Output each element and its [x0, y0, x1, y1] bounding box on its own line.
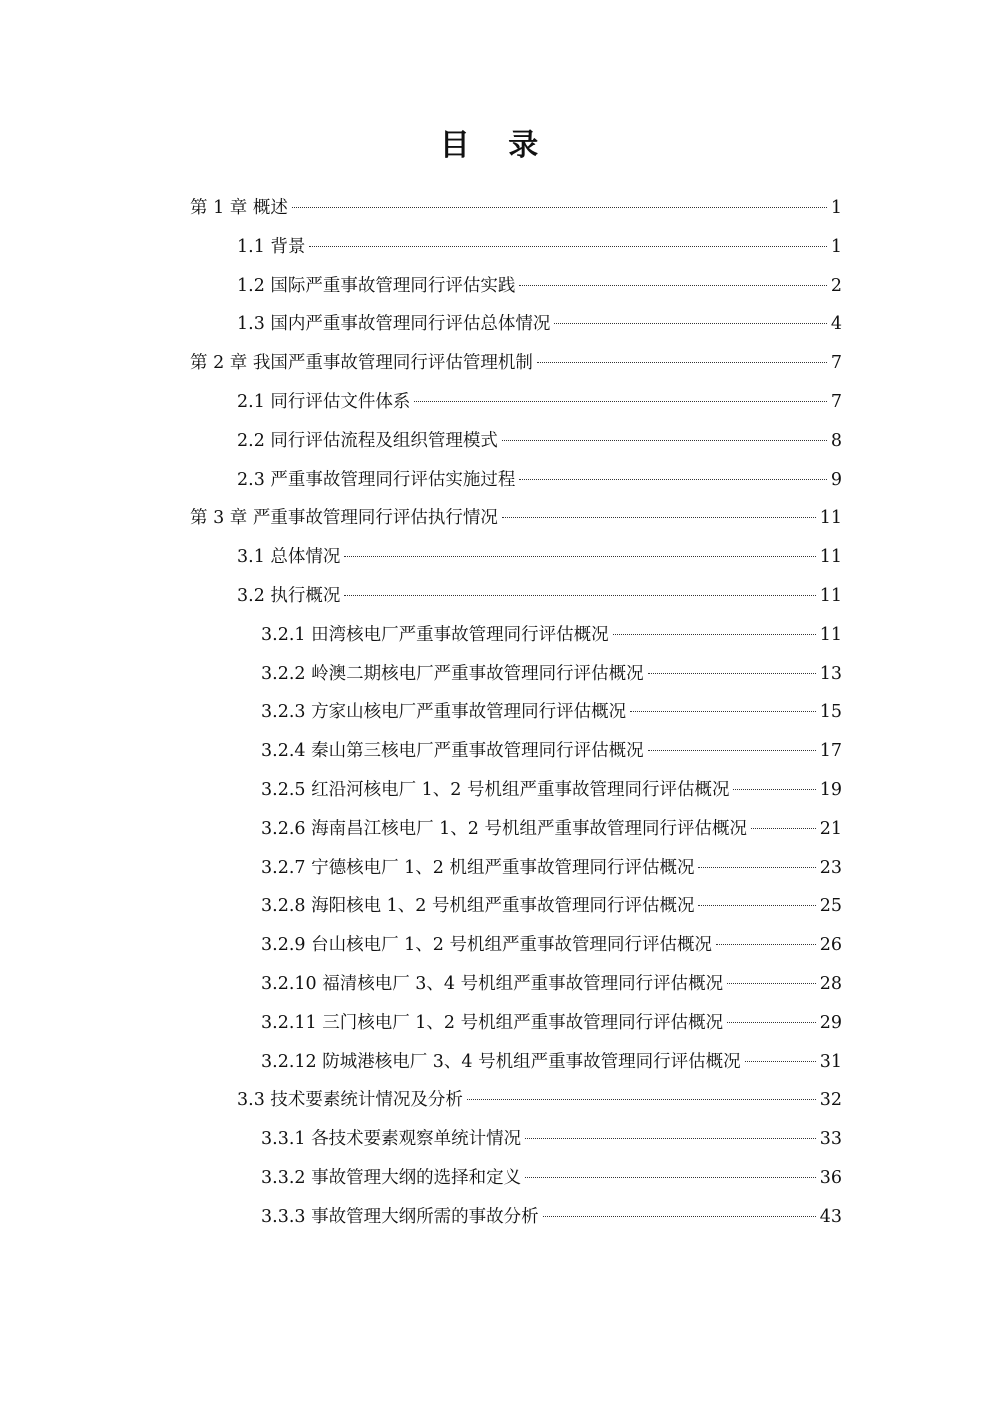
- toc-entry[interactable]: [261, 620, 842, 650]
- toc-entry-label: 3.2.1 田湾核电厂严重事故管理同行评估概况: [261, 624, 609, 645]
- toc-entry-page-number: 43: [819, 1206, 842, 1227]
- toc-entry-label: 第 3 章 严重事故管理同行评估执行情况: [190, 508, 498, 529]
- toc-entry-page-number: 1: [830, 236, 842, 257]
- toc-entry-page-number: 7: [830, 353, 842, 374]
- toc-entry-label: 3.3.1 各技术要素观察单统计情况: [261, 1129, 522, 1150]
- toc-entry[interactable]: [237, 387, 842, 417]
- toc-entry-page-number: 15: [819, 702, 842, 723]
- toc-entry-page-number: 17: [819, 741, 842, 762]
- toc-dot-leader: [716, 944, 816, 945]
- toc-entry[interactable]: [237, 1085, 842, 1115]
- toc-entry-label: 3.2.10 福清核电厂 3、4 号机组严重事故管理同行评估概况: [261, 974, 724, 994]
- toc-entry-page-number: 33: [819, 1129, 842, 1150]
- toc-dot-leader: [648, 750, 816, 751]
- toc-entry[interactable]: [261, 1008, 842, 1038]
- toc-entry-label: 3.2.11 三门核电厂 1、2 号机组严重事故管理同行评估概况: [261, 1012, 724, 1033]
- toc-dot-leader: [543, 1216, 816, 1217]
- toc-entry-label: 第 1 章 概述: [190, 198, 288, 218]
- toc-entry[interactable]: [261, 659, 842, 689]
- toc-entry-page-number: 11: [819, 624, 842, 645]
- toc-entry-page-number: 11: [819, 547, 842, 568]
- toc-dot-leader: [727, 1022, 816, 1023]
- toc-entry[interactable]: [190, 193, 842, 223]
- toc-entry[interactable]: [261, 1163, 842, 1193]
- toc-entry-page-number: 21: [819, 818, 842, 839]
- toc-entry-label: 3.3.3 事故管理大纲所需的事故分析: [261, 1206, 539, 1227]
- toc-dot-leader: [414, 401, 826, 402]
- toc-dot-leader: [525, 1138, 816, 1139]
- toc-dot-leader: [727, 983, 816, 984]
- toc-entry-label: 3.2.8 海阳核电 1、2 号机组严重事故管理同行评估概况: [261, 896, 695, 917]
- toc-dot-leader: [344, 595, 815, 596]
- toc-entry-page-number: 4: [830, 314, 842, 335]
- toc-entry-label: 3.2.3 方家山核电厂严重事故管理同行评估概况: [261, 702, 627, 723]
- toc-dot-leader: [648, 673, 816, 674]
- toc-entry-page-number: 28: [819, 974, 842, 994]
- toc-dot-leader: [698, 867, 815, 868]
- toc-entry-page-number: 2: [830, 275, 842, 296]
- toc-dot-leader: [525, 1177, 816, 1178]
- toc-entry-label: 2.1 同行评估文件体系: [237, 392, 411, 412]
- toc-entry-label: 3.2.7 宁德核电厂 1、2 机组严重事故管理同行评估概况: [261, 857, 695, 878]
- toc-dot-leader: [502, 517, 816, 518]
- toc-entry-page-number: 11: [819, 508, 842, 529]
- toc-entry[interactable]: [190, 348, 842, 378]
- toc-entry[interactable]: [261, 775, 842, 805]
- toc-entry-label: 1.2 国际严重事故管理同行评估实践: [237, 275, 516, 296]
- toc-entry[interactable]: [237, 232, 842, 262]
- toc-entry-page-number: 7: [830, 392, 842, 412]
- toc-dot-leader: [554, 323, 826, 324]
- toc-dot-leader: [467, 1099, 816, 1100]
- toc-entry-label: 3.2 执行概况: [237, 586, 341, 606]
- toc-entry-label: 3.2.5 红沿河核电厂 1、2 号机组严重事故管理同行评估概况: [261, 780, 730, 800]
- toc-entry[interactable]: [237, 271, 842, 301]
- toc-entry[interactable]: [237, 542, 842, 572]
- toc-entry-label: 3.1 总体情况: [237, 547, 341, 568]
- toc-entry-label: 3.2.9 台山核电厂 1、2 号机组严重事故管理同行评估概况: [261, 935, 712, 956]
- toc-entry-page-number: 13: [819, 663, 842, 684]
- toc-entry-page-number: 36: [819, 1168, 842, 1188]
- toc-entry[interactable]: [190, 503, 842, 533]
- toc-dot-leader: [751, 828, 816, 829]
- toc-entry[interactable]: [261, 1124, 842, 1154]
- toc-entry[interactable]: [261, 891, 842, 921]
- toc-entry-label: 3.3 技术要素统计情况及分析: [237, 1090, 463, 1111]
- toc-dot-leader: [519, 285, 826, 286]
- toc-entry[interactable]: [261, 1202, 842, 1232]
- toc-entry-page-number: 31: [819, 1051, 842, 1072]
- toc-entry-page-number: 29: [819, 1012, 842, 1033]
- toc-entry-label: 3.2.4 秦山第三核电厂严重事故管理同行评估概况: [261, 741, 644, 762]
- toc-dot-leader: [630, 711, 816, 712]
- toc-dot-leader: [292, 207, 827, 208]
- toc-entry-page-number: 19: [819, 780, 842, 800]
- toc-entry-page-number: 9: [830, 469, 842, 490]
- toc-entry[interactable]: [261, 969, 842, 999]
- toc-dot-leader: [309, 246, 826, 247]
- toc-entry-label: 3.3.2 事故管理大纲的选择和定义: [261, 1168, 522, 1188]
- toc-entry[interactable]: [237, 309, 842, 339]
- toc-entry[interactable]: [237, 581, 842, 611]
- toc-dot-leader: [698, 905, 815, 906]
- toc-entry-page-number: 32: [819, 1090, 842, 1111]
- toc-entry-label: 3.2.12 防城港核电厂 3、4 号机组严重事故管理同行评估概况: [261, 1051, 741, 1072]
- toc-entry-label: 1.3 国内严重事故管理同行评估总体情况: [237, 314, 551, 335]
- toc-dot-leader: [519, 479, 826, 480]
- toc-entry-label: 2.3 严重事故管理同行评估实施过程: [237, 469, 516, 490]
- toc-dot-leader: [502, 440, 827, 441]
- page-title: 目 录: [439, 128, 553, 163]
- toc-entry-label: 第 2 章 我国严重事故管理同行评估管理机制: [190, 353, 533, 374]
- toc-entry[interactable]: [237, 426, 842, 456]
- toc-entry[interactable]: [261, 930, 842, 960]
- toc-entry[interactable]: [237, 465, 842, 495]
- toc-entry-label: 1.1 背景: [237, 236, 306, 257]
- toc-dot-leader: [733, 789, 815, 790]
- toc-dot-leader: [745, 1061, 816, 1062]
- toc-dot-leader: [613, 634, 816, 635]
- toc-entry-page-number: 26: [819, 935, 842, 956]
- toc-entry-label: 2.2 同行评估流程及组织管理模式: [237, 430, 498, 451]
- toc-entry-page-number: 11: [819, 586, 842, 606]
- toc-entry-page-number: 25: [819, 896, 842, 917]
- toc-entry[interactable]: [261, 697, 842, 727]
- toc-entry-label: 3.2.6 海南昌江核电厂 1、2 号机组严重事故管理同行评估概况: [261, 818, 747, 839]
- toc-entry-page-number: 8: [830, 430, 842, 451]
- toc-entry-page-number: 1: [830, 198, 842, 218]
- toc-entry-page-number: 23: [819, 857, 842, 878]
- toc-entry[interactable]: [261, 736, 842, 766]
- toc-entry-label: 3.2.2 岭澳二期核电厂严重事故管理同行评估概况: [261, 663, 644, 684]
- toc-dot-leader: [537, 362, 827, 363]
- toc-entry[interactable]: [261, 853, 842, 883]
- toc-entry[interactable]: [261, 814, 842, 844]
- toc-entry[interactable]: [261, 1047, 842, 1077]
- toc-dot-leader: [344, 556, 815, 557]
